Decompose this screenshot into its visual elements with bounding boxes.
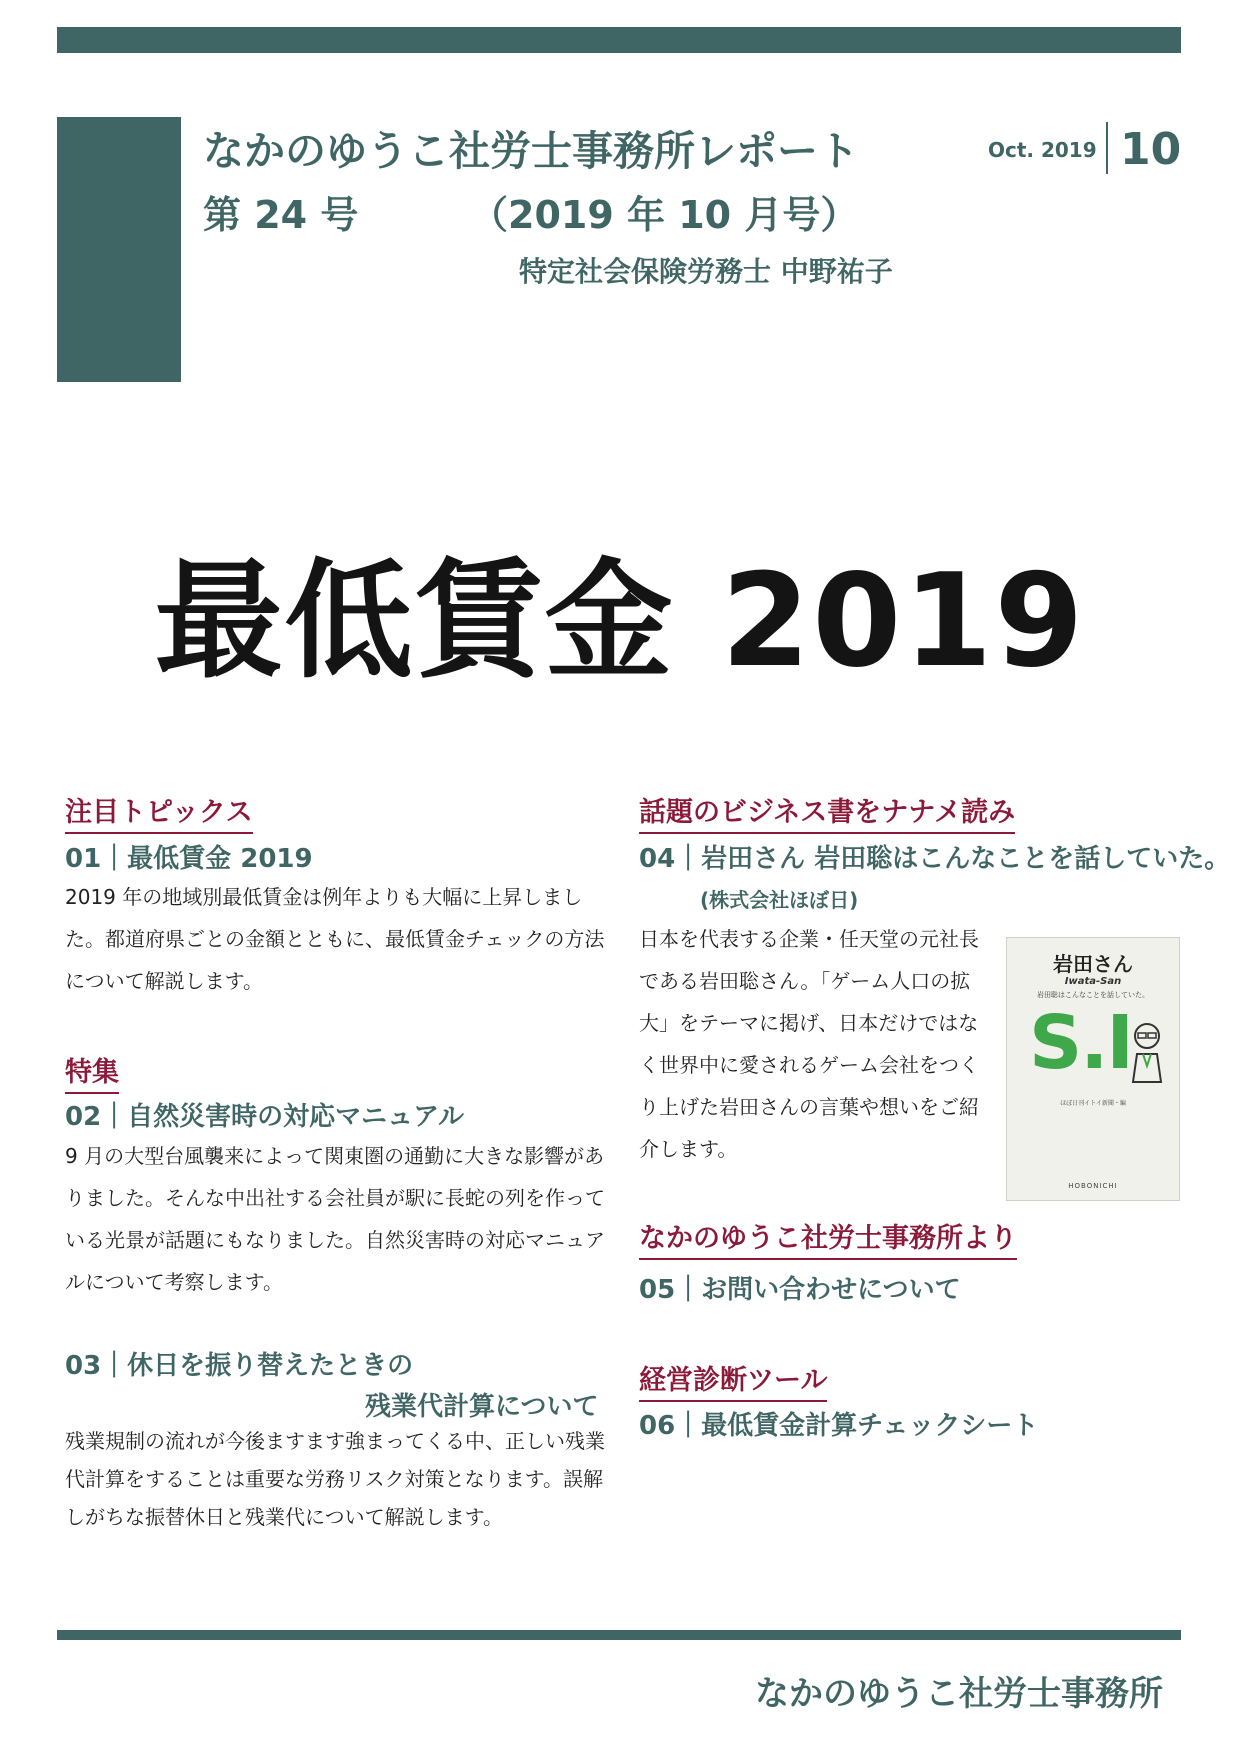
book-cover-subtitle: Iwata-San	[1064, 976, 1122, 987]
book-cover-credit: ほぼ日刊イトイ新聞・編	[1060, 1100, 1126, 1107]
feature-02-title[interactable]: 02｜自然災害時の対応マニュアル	[65, 1102, 465, 1132]
author-name: 特定社会保険労務士 中野祐子	[519, 255, 893, 288]
section-heading-books: 話題のビジネス書をナナメ読み	[639, 790, 1015, 834]
feature-02-body: 9 月の大型台風襲来によって関東圏の通勤に大きな影響がありました。そんな中出社する会社員が駅に長蛇の列を作っている光景が話題にもなりました。自然災害時の対応マニュアルについて考察します。	[65, 1144, 605, 1294]
section-heading-feature: 特集	[65, 1050, 119, 1094]
section-heading-tool: 経営診断ツール	[639, 1358, 827, 1402]
book-04-body: 日本を代表する企業・任天堂の元社長である岩田聡さん。「ゲーム人口の拡大」をテーマに掲げ、日本だけではなく世界中に愛されるゲーム会社をつくり上げた岩田さんの言葉や想いをご紹介します。	[639, 927, 979, 1161]
main-title: 最低賃金 2019	[154, 547, 1086, 696]
book-04-title[interactable]: 04｜岩田さん 岩田聡はこんなことを話していた。	[639, 844, 1231, 874]
book-cover-tagline: 岩田聡はこんなことを話していた。	[1037, 991, 1149, 999]
item-03-title-line2[interactable]: 残業代計算について	[365, 1392, 599, 1422]
header-accent-block	[57, 117, 181, 382]
date-divider	[1106, 122, 1108, 174]
issue-number: 第 24 号	[203, 193, 359, 237]
month-number: 10	[1120, 124, 1182, 175]
footer-office-name: なかのゆうこ社労士事務所	[755, 1674, 1163, 1714]
top-rule	[57, 27, 1181, 53]
tool-06-title[interactable]: 06｜最低賃金計算チェックシート	[639, 1411, 1039, 1441]
book-04-publisher: (株式会社ほぼ日)	[700, 888, 859, 912]
footer-rule	[57, 1630, 1181, 1640]
issue-date: （2019 年 10 月号）	[470, 193, 859, 237]
item-03-body: 残業規制の流れが今後ますます強まってくる中、正しい残業代計算をすることは重要な労務リスク対策となります。誤解しがちな振替休日と残業代について解説します。	[65, 1429, 605, 1529]
report-title: なかのゆうこ社労士事務所レポート	[203, 127, 859, 175]
topic-01-body: 2019 年の地域別最低賃金は例年よりも大幅に上昇しました。都道府県ごとの金額とともに、最低賃金チェックの方法について解説します。	[65, 885, 605, 993]
book-cover-publisher-mark: HOBONICHI	[1068, 1182, 1118, 1190]
book-cover-big-letters: S.I	[1029, 1000, 1132, 1086]
section-heading-topics: 注目トピックス	[65, 790, 253, 834]
office-05-title[interactable]: 05｜お問い合わせについて	[639, 1275, 961, 1305]
date-label: Oct. 2019	[988, 138, 1097, 162]
item-03-title-line1[interactable]: 03｜休日を振り替えたときの	[65, 1351, 414, 1381]
topic-01-title[interactable]: 01｜最低賃金 2019	[65, 844, 313, 874]
book-cover-image[interactable]	[1006, 937, 1180, 1201]
section-heading-office: なかのゆうこ社労士事務所より	[639, 1216, 1017, 1260]
book-cover-title: 岩田さん	[1053, 952, 1133, 976]
portrait-illustration-icon	[1127, 1018, 1167, 1088]
